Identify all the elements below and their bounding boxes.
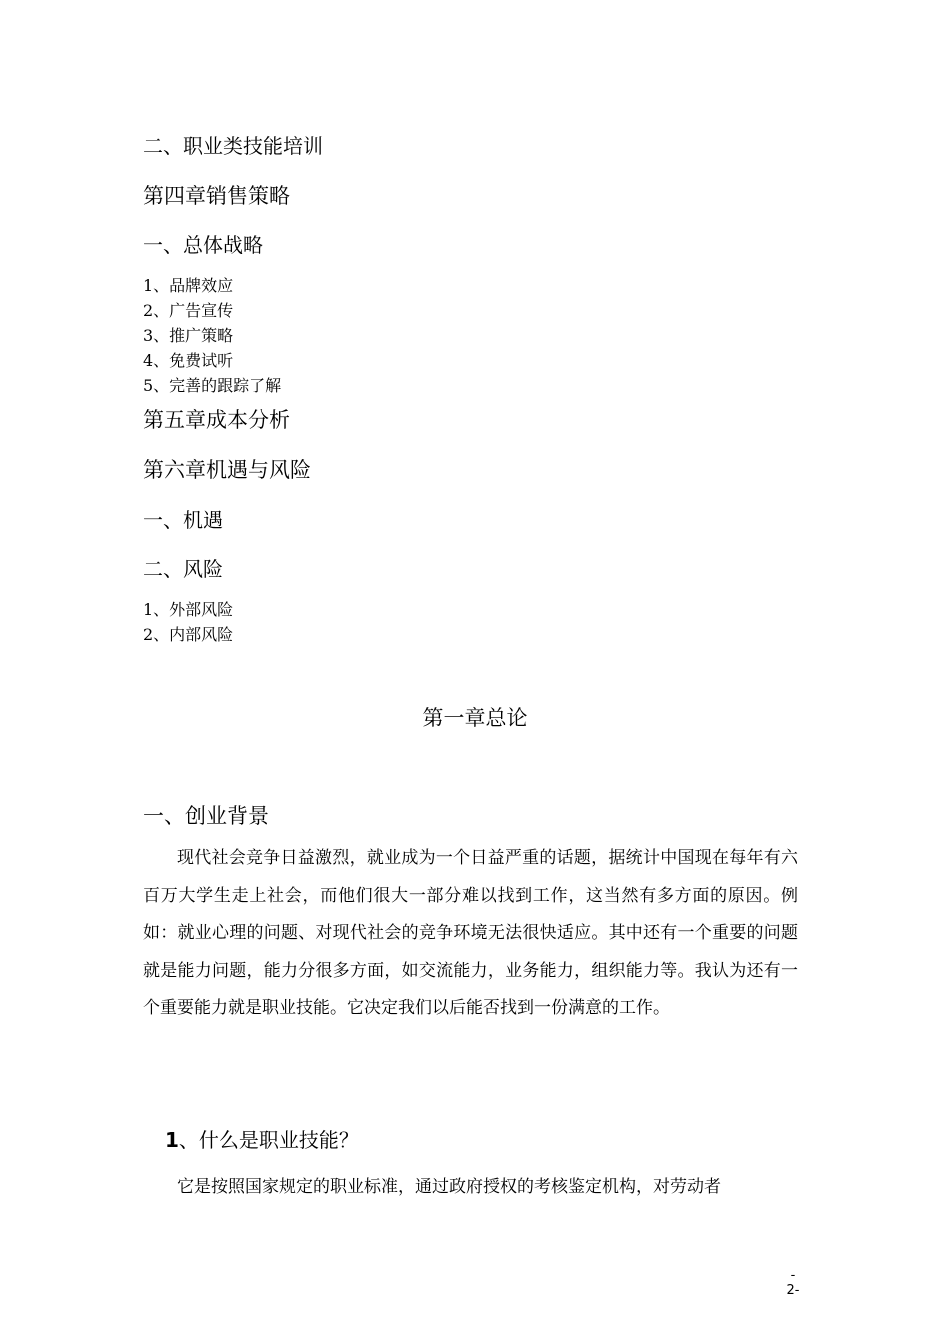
toc-item: 4、免费试听 — [143, 351, 234, 370]
sub-heading-text: 、什么是职业技能？ — [178, 1128, 359, 1152]
toc-overall-strategy: 一、总体战略 — [143, 233, 263, 257]
toc-opportunity: 一、机遇 — [143, 508, 223, 532]
toc-risk: 二、风险 — [143, 557, 223, 581]
toc-item: 2、广告宣传 — [143, 301, 234, 320]
toc-item: 1、品牌效应 — [143, 276, 234, 295]
section-heading: 一、创业背景 — [143, 804, 269, 828]
page-number-value: 2- — [786, 1283, 800, 1298]
body-paragraph: 它是按照国家规定的职业标准，通过政府授权的考核鉴定机构，对劳动者 — [177, 1177, 721, 1197]
toc-chapter-6: 第六章机遇与风险 — [143, 458, 311, 482]
chapter-title: 第一章总论 — [422, 706, 528, 730]
body-paragraph: 现代社会竞争日益激烈，就业成为一个日益严重的话题，据统计中国现在每年有六百万大学生走上社会，而他们很大一部分难以找到工作，这当然有多方面的原因。例如：就业心理的问题、对现代社会的竞争环境无法很快适应。其中还有一个重要的问题就是能力问题，能力分很多方面，如交流能力，业务能力，组织能力等。我认为还有一个重要能力就是职业技能。它决定我们以后能否找到一份满意的工作。 — [143, 848, 798, 1018]
sub-heading-number: 1 — [165, 1128, 179, 1152]
toc-item: 2、内部风险 — [143, 625, 234, 644]
toc-chapter-5: 第五章成本分析 — [143, 408, 290, 432]
toc-item: 3、推广策略 — [143, 326, 234, 345]
page-number-dash: - — [790, 1268, 796, 1283]
toc-item: 5、完善的跟踪了解 — [143, 376, 282, 395]
toc-vocational-training: 二、职业类技能培训 — [143, 134, 323, 158]
toc-item: 1、外部风险 — [143, 600, 234, 619]
sub-heading — [165, 1126, 359, 1154]
page-number — [783, 1268, 803, 1298]
toc-chapter-4: 第四章销售策略 — [143, 184, 290, 208]
